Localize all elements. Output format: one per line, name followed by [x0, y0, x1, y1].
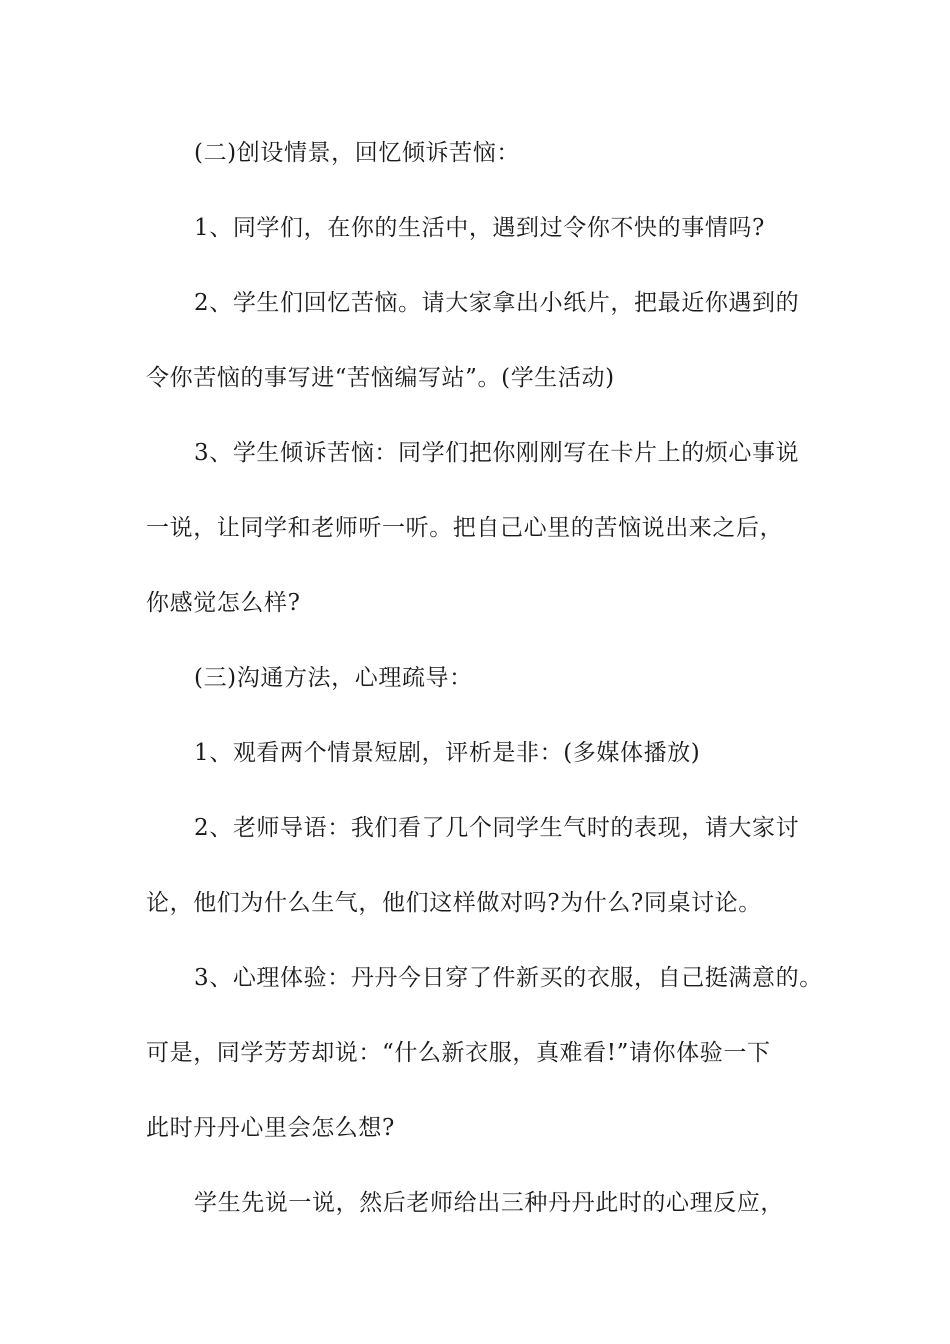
paragraph-line: 一说，让同学和老师听一听。把自己心里的苦恼说出来之后， [146, 515, 784, 541]
paragraph-line: 可是，同学芳芳却说：“什么新衣服，真难看!”请你体验一下 [146, 1040, 771, 1066]
paragraph-line: 1、观看两个情景短剧，评析是非：(多媒体播放) [194, 740, 701, 766]
paragraph-line: 此时丹丹心里会怎么想? [146, 1115, 395, 1141]
section-heading-3: (三)沟通方法，心理疏导： [194, 665, 473, 691]
paragraph-line: 3、心理体验：丹丹今日穿了件新买的衣服，自己挺满意的。 [194, 965, 823, 991]
paragraph-line: 3、学生倾诉苦恼：同学们把你刚刚写在卡片上的烦心事说 [194, 440, 800, 466]
paragraph-line: 2、老师导语：我们看了几个同学生气时的表现，请大家讨 [194, 815, 800, 841]
section-heading-2: (二)创设情景，回忆倾诉苦恼： [194, 140, 520, 166]
paragraph-line: 2、学生们回忆苦恼。请大家拿出小纸片，把最近你遇到的 [194, 290, 800, 316]
paragraph-line: 你感觉怎么样? [146, 590, 301, 616]
paragraph-line: 令你苦恼的事写进“苦恼编写站”。(学生活动) [146, 365, 615, 391]
paragraph-line: 学生先说一说，然后老师给出三种丹丹此时的心理反应， [194, 1190, 784, 1216]
paragraph-line: 1、同学们，在你的生活中，遇到过令你不快的事情吗? [194, 215, 765, 241]
paragraph-line: 论，他们为什么生气，他们这样做对吗?为什么?同桌讨论。 [146, 890, 762, 916]
